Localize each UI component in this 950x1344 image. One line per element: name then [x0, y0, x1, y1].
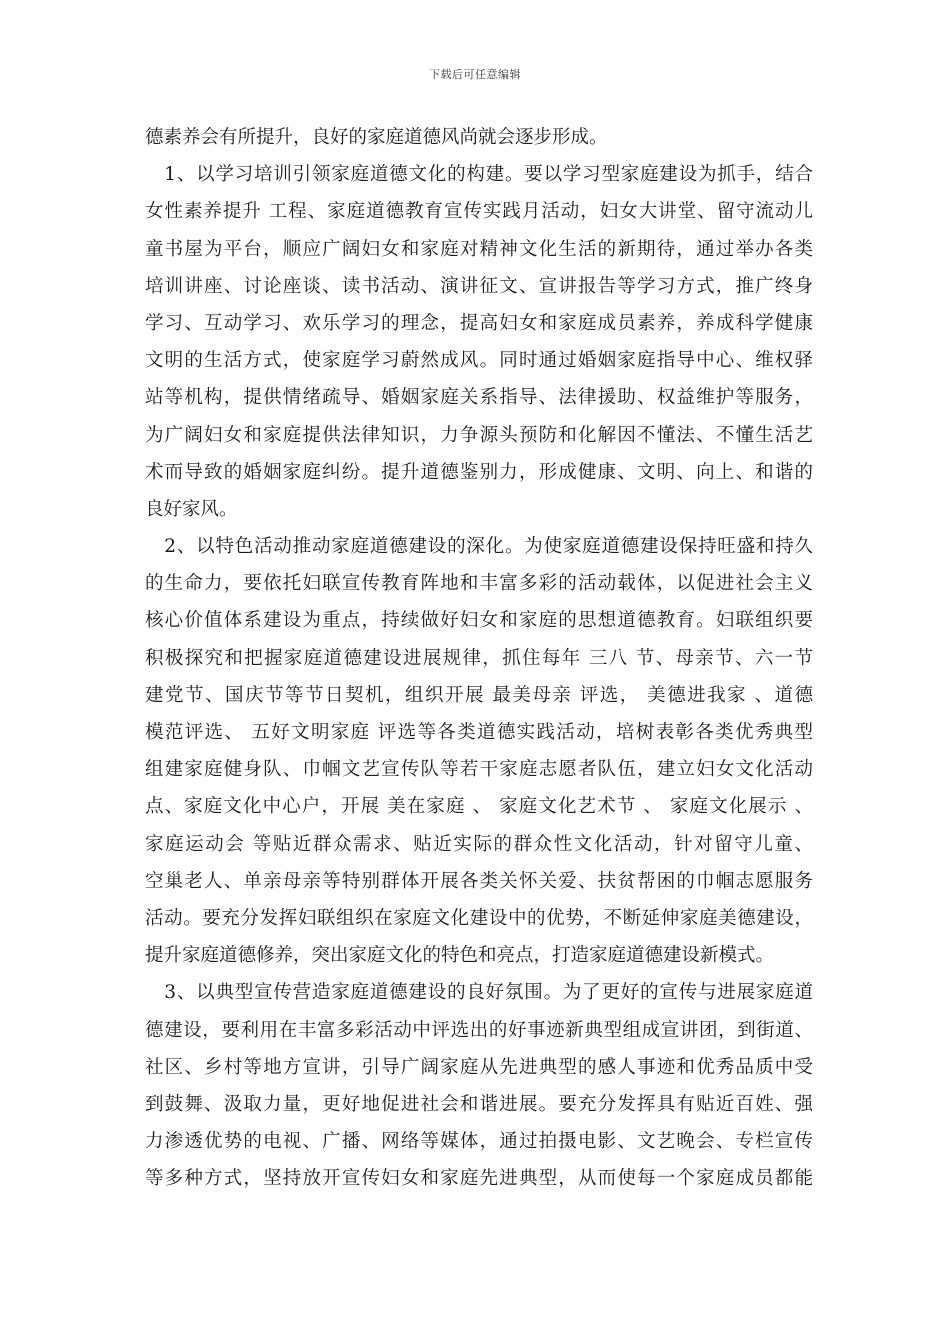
- text-line: 等多种方式，坚持放开宣传妇女和家庭先进典型，从而使每一个家庭成员都能: [145, 1168, 813, 1190]
- text-line: 积极探究和把握家庭道德建设进展规律，抓住每年 三八 节、母亲节、六一节: [145, 647, 813, 669]
- text-line: 模范评选、 五好文明家庭 评选等各类道德实践活动，培树表彰各类优秀典型: [145, 722, 813, 743]
- text-line: 术而导致的婚姻家庭纠纷。提升道德鉴别力，形成健康、文明、向上、和谐的: [145, 461, 813, 483]
- text-line: 为广阔妇女和家庭提供法律知识，力争源头预防和化解因不懂法、不懂生活艺: [145, 424, 813, 446]
- text-line: 1、以学习培训引领家庭道德文化的构建。要以学习型家庭建设为抓手，结合: [145, 164, 813, 186]
- text-line: 2、以特色活动推动家庭道德建设的深化。为使家庭道德建设保持旺盛和持久: [145, 536, 813, 558]
- text-line: 家庭运动会 等贴近群众需求、贴近实际的群众性文化活动，针对留守儿童、: [145, 833, 813, 855]
- text-line: 3、以典型宣传营造家庭道德建设的良好氛围。为了更好的宣传与进展家庭道: [145, 982, 813, 1004]
- text-line: 提升家庭道德修养，突出家庭文化的特色和亮点，打造家庭道德建设新模式。: [145, 945, 775, 967]
- text-line: 德素养会有所提升，良好的家庭道德风尚就会逐步形成。: [145, 127, 608, 148]
- text-line: 童书屋为平台，顺应广阔妇女和家庭对精神文化生活的新期待，通过举办各类: [145, 238, 813, 260]
- text-line: 组建家庭健身队、巾帼文艺宣传队等若干家庭志愿者队伍，建立妇女文化活动: [145, 759, 813, 781]
- header-note: 下载后可任意编辑: [429, 68, 521, 81]
- text-line: 社区、乡村等地方宣讲，引导广阔家庭从先进典型的感人事迹和优秀品质中受: [145, 1056, 813, 1078]
- text-line: 女性素养提升 工程、家庭道德教育宣传实践月活动，妇女大讲堂、留守流动儿: [145, 201, 813, 223]
- text-line: 德建设，要利用在丰富多彩活动中评选出的好事迹新典型组成宣讲团，到街道、: [145, 1019, 813, 1041]
- text-line: 的生命力，要依托妇联宣传教育阵地和丰富多彩的活动载体，以促进社会主义: [145, 573, 813, 595]
- text-line: 建党节、国庆节等节日契机，组织开展 最美母亲 评选， 美德进我家 、道德: [145, 684, 813, 706]
- text-line: 学习、互动学习、欢乐学习的理念，提高妇女和家庭成员素养，养成科学健康: [145, 312, 813, 334]
- text-line: 培训讲座、讨论座谈、读书活动、演讲征文、宣讲报告等学习方式，推广终身: [145, 275, 813, 297]
- text-line: 到鼓舞、汲取力量，更好地促进社会和谐进展。要充分发挥具有贴近百姓、强: [145, 1093, 813, 1115]
- text-line: 活动。要充分发挥妇联组织在家庭文化建设中的优势，不断延伸家庭美德建设，: [145, 907, 813, 929]
- text-line: 良好家风。: [145, 498, 238, 520]
- text-line: 点、家庭文化中心户，开展 美在家庭 、 家庭文化艺术节 、 家庭文化展示 、: [145, 796, 813, 818]
- text-line: 力渗透优势的电视、广播、网络等媒体，通过拍摄电影、文艺晚会、专栏宣传: [145, 1131, 813, 1153]
- text-line: 核心价值体系建设为重点，持续做好妇女和家庭的思想道德教育。妇联组织要: [145, 610, 813, 632]
- document-body: [145, 119, 813, 1197]
- text-line: 站等机构，提供情绪疏导、婚姻家庭关系指导、法律援助、权益维护等服务，: [145, 387, 813, 409]
- text-line: 空巢老人、单亲母亲等特别群体开展各类关怀关爱、扶贫帮困的巾帼志愿服务: [145, 870, 813, 892]
- text-line: 文明的生活方式，使家庭学习蔚然成风。同时通过婚姻家庭指导中心、维权驿: [145, 350, 813, 372]
